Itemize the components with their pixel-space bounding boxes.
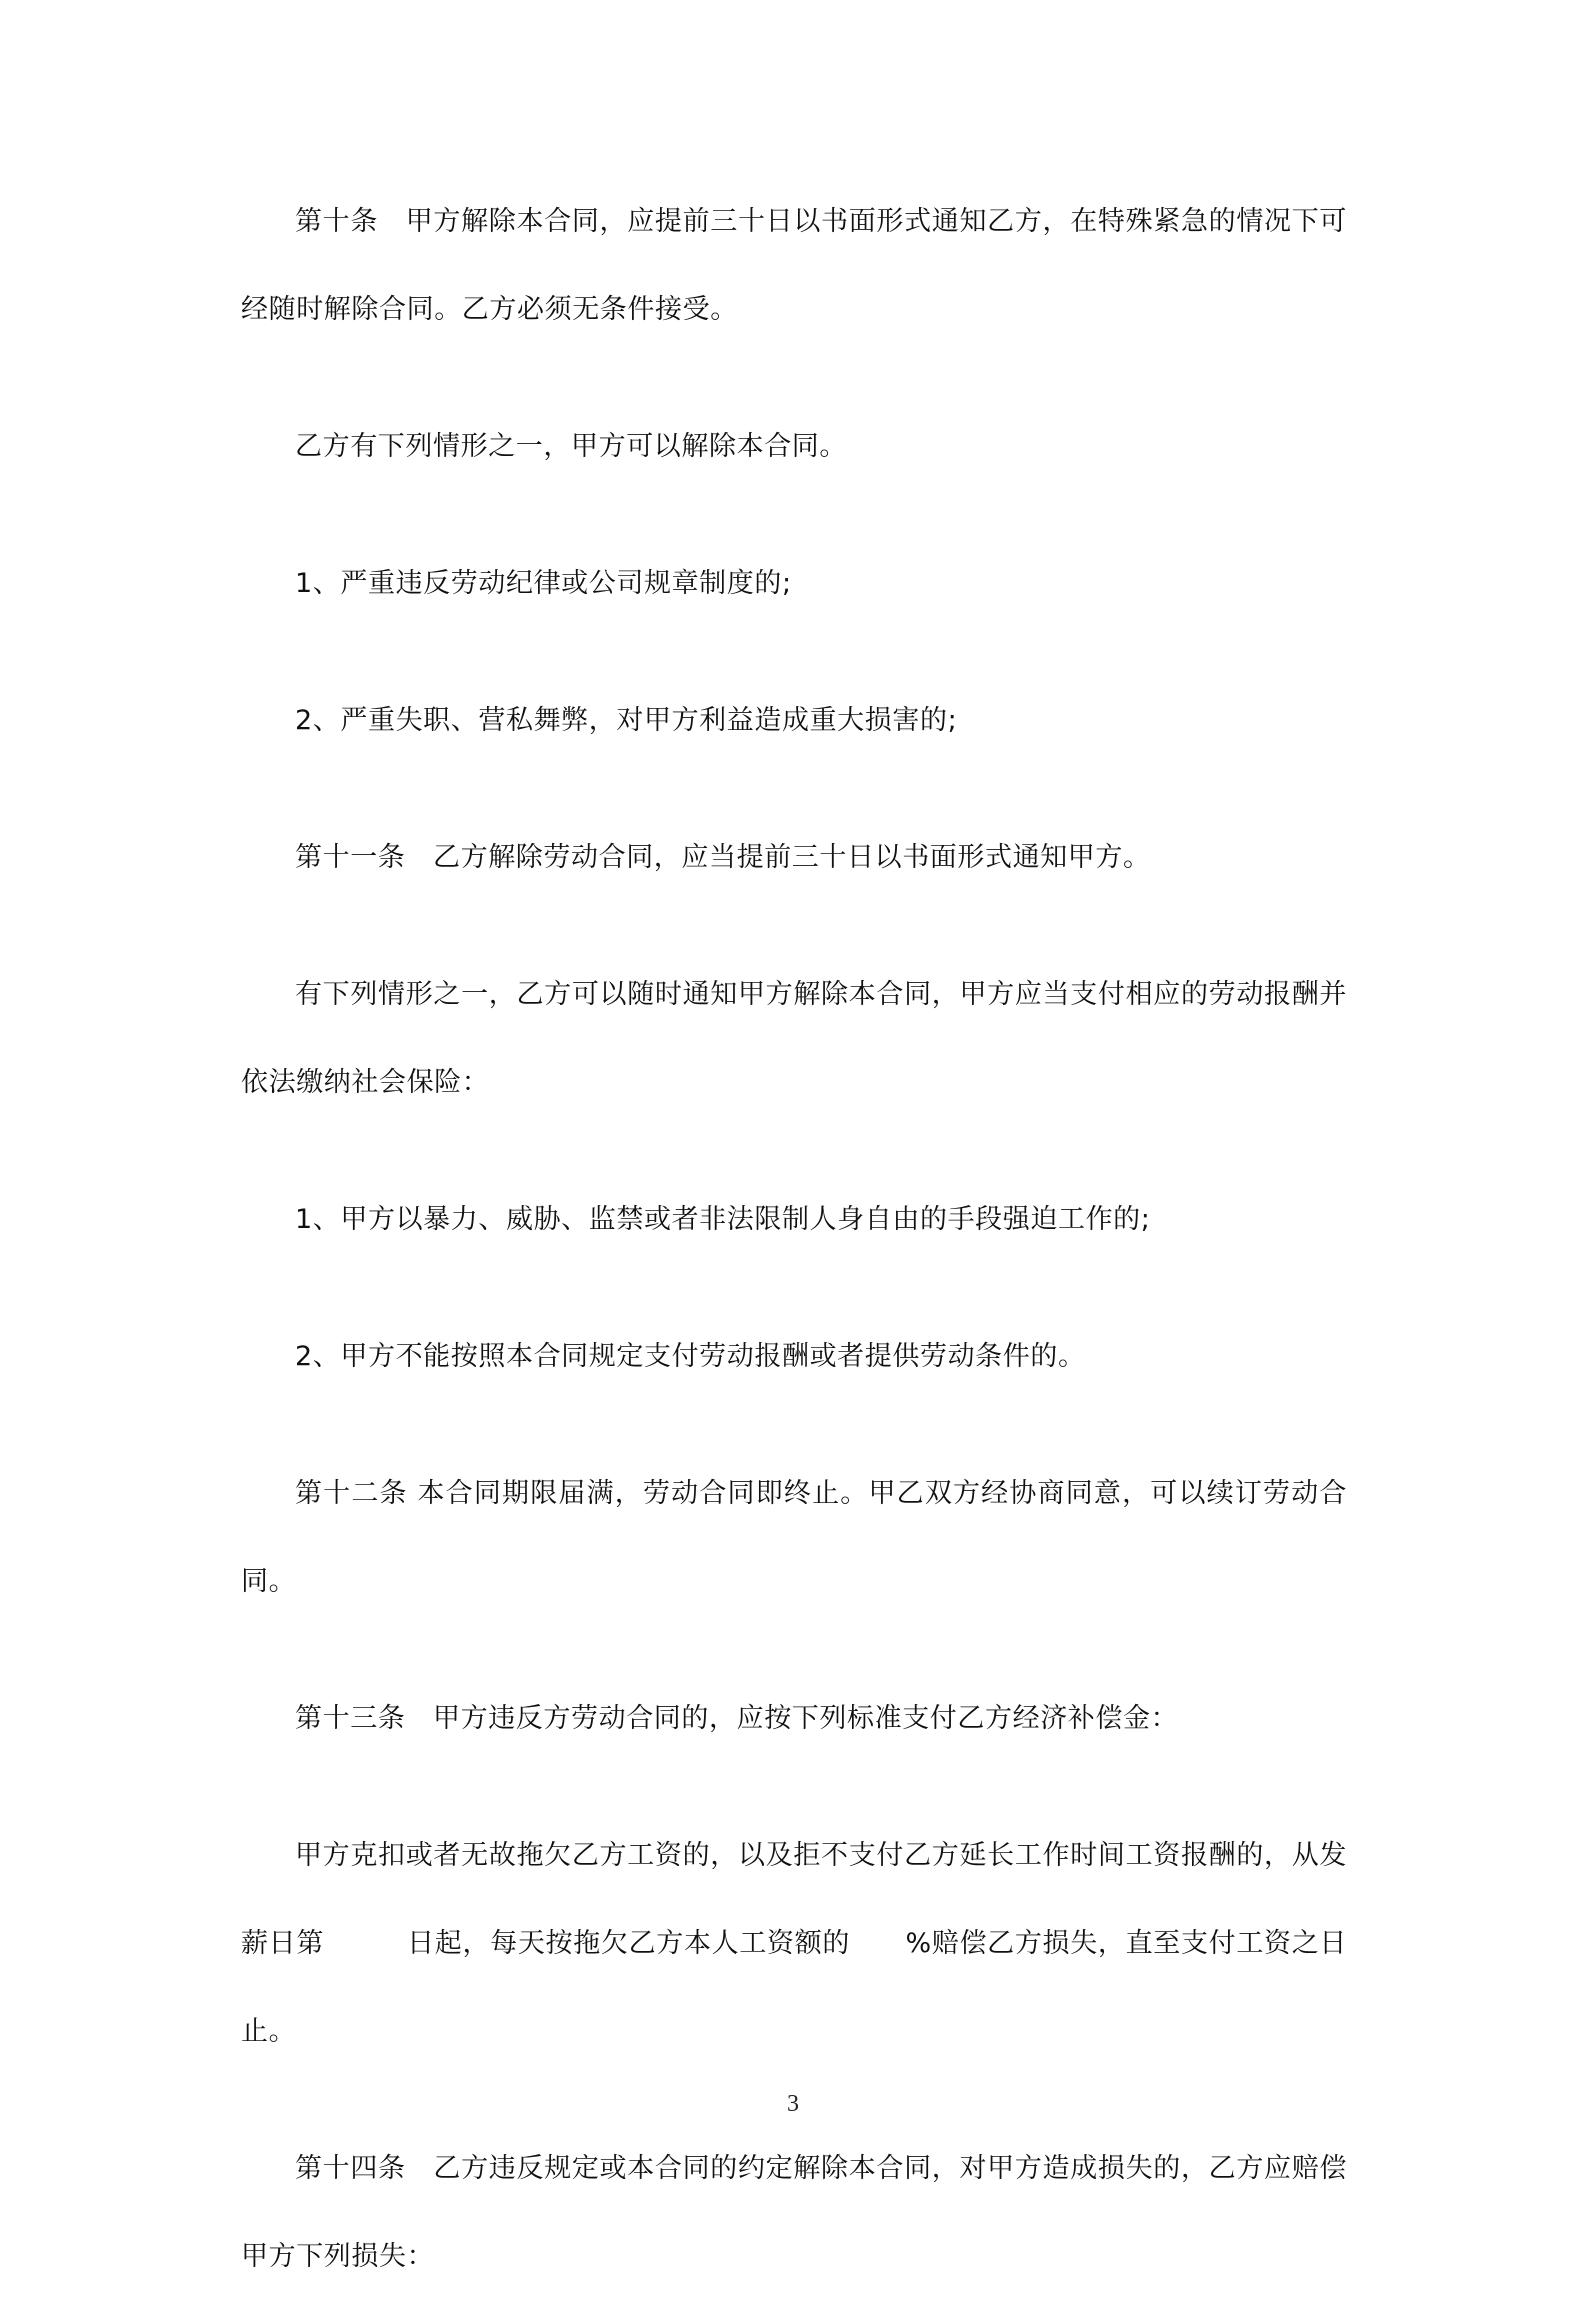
page-number: 3 [787, 2091, 799, 2117]
contract-body [241, 178, 1347, 2301]
employee-condition-item-1: 1、甲方以暴力、威胁、监禁或者非法限制人身自由的手段强迫工作的; [295, 1204, 1151, 1235]
employee-termination-conditions-paragraph: 有下列情形之一，乙方可以随时通知甲方解除本合同，甲方应当支付相应的劳动报酬并依法缴纳社会保险： [241, 979, 1347, 1098]
employer-condition-item-2: 2、严重失职、营私舞弊，对甲方利益造成重大损害的; [295, 705, 958, 736]
article-11-paragraph: 第十一条 乙方解除劳动合同，应当提前三十日以书面形式通知甲方。 [295, 842, 1151, 873]
article-14-paragraph: 第十四条 乙方违反规定或本合同的约定解除本合同，对甲方造成损失的，乙方应赔偿甲方下列损失： [241, 2153, 1347, 2272]
wage-compensation-paragraph: 甲方克扣或者无故拖欠乙方工资的，以及拒不支付乙方延长工作时间工资报酬的，从发薪日第 日起，每天按拖欠乙方本人工资额的 %赔偿乙方损失，直至支付工资之日止。 [241, 1840, 1347, 2047]
article-13-paragraph: 第十三条 甲方违反方劳动合同的，应按下列标准支付乙方经济补偿金： [295, 1703, 1179, 1734]
employee-condition-item-2: 2、甲方不能按照本合同规定支付劳动报酬或者提供劳动条件的。 [295, 1341, 1086, 1372]
article-10-paragraph: 第十条 甲方解除本合同，应提前三十日以书面形式通知乙方，在特殊紧急的情况下可经随时解除合同。乙方必须无条件接受。 [241, 206, 1347, 325]
employer-termination-conditions-paragraph: 乙方有下列情形之一，甲方可以解除本合同。 [295, 431, 847, 462]
employer-condition-item-1: 1、严重违反劳动纪律或公司规章制度的; [295, 568, 792, 599]
article-12-paragraph: 第十二条 本合同期限届满，劳动合同即终止。甲乙双方经协商同意，可以续订劳动合同。 [241, 1478, 1347, 1597]
